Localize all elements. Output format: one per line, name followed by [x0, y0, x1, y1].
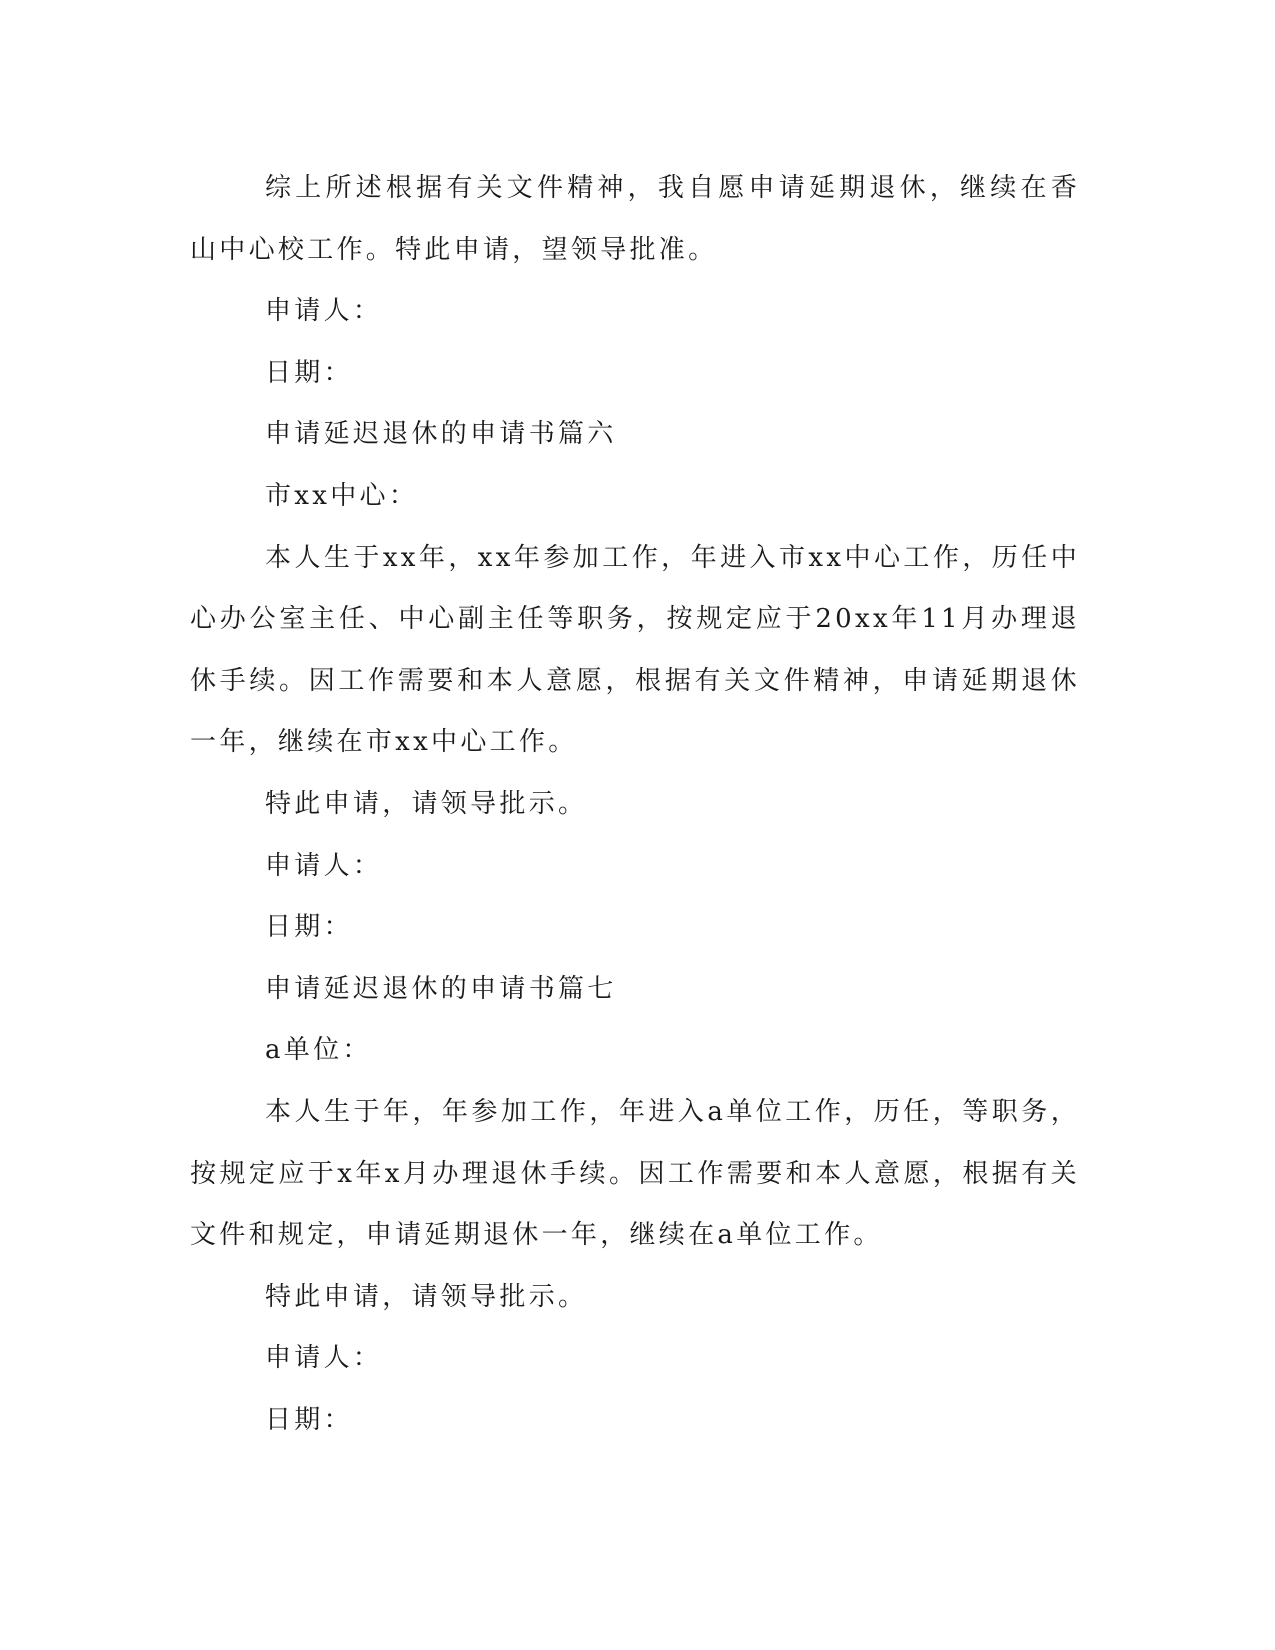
section-title-7: 申请延迟退休的申请书篇七 [265, 973, 617, 1004]
applicant-label-6: 申请人： [265, 850, 383, 881]
paragraph-conclusion: 综上所述根据有关文件精神，我自愿申请延期退休，继续在香山中心校工作。特此申请，望领导批准。 [190, 173, 1080, 265]
section-title-6: 申请延迟退休的申请书篇六 [265, 419, 617, 450]
closing-7: 特此申请，请领导批示。 [265, 1281, 588, 1312]
paragraph-body-6: 本人生于xx年，xx年参加工作，年进入市xx中心工作，历任中心办公室主任、中心副主任等职务，按规定应于20xx年11月办理退休手续。因工作需要和本人意愿，根据有关文件精神，申请延期退休一年，继续在市xx中心工作。 [190, 542, 1080, 758]
closing-6: 特此申请，请领导批示。 [265, 788, 588, 819]
paragraph-body-7: 本人生于年，年参加工作，年进入a单位工作，历任，等职务，按规定应于x年x月办理退休手续。因工作需要和本人意愿，根据有关文件和规定，申请延期退休一年，继续在a单位工作。 [190, 1096, 1080, 1251]
applicant-label-7: 申请人： [265, 1343, 383, 1374]
date-label-1: 日期： [265, 357, 353, 388]
applicant-label-1: 申请人： [265, 296, 383, 327]
salutation-7: a单位： [265, 1035, 372, 1066]
document-body [190, 158, 1080, 1451]
salutation-6: 市xx中心： [265, 480, 419, 511]
date-label-6: 日期： [265, 912, 353, 943]
date-label-7: 日期： [265, 1404, 353, 1435]
